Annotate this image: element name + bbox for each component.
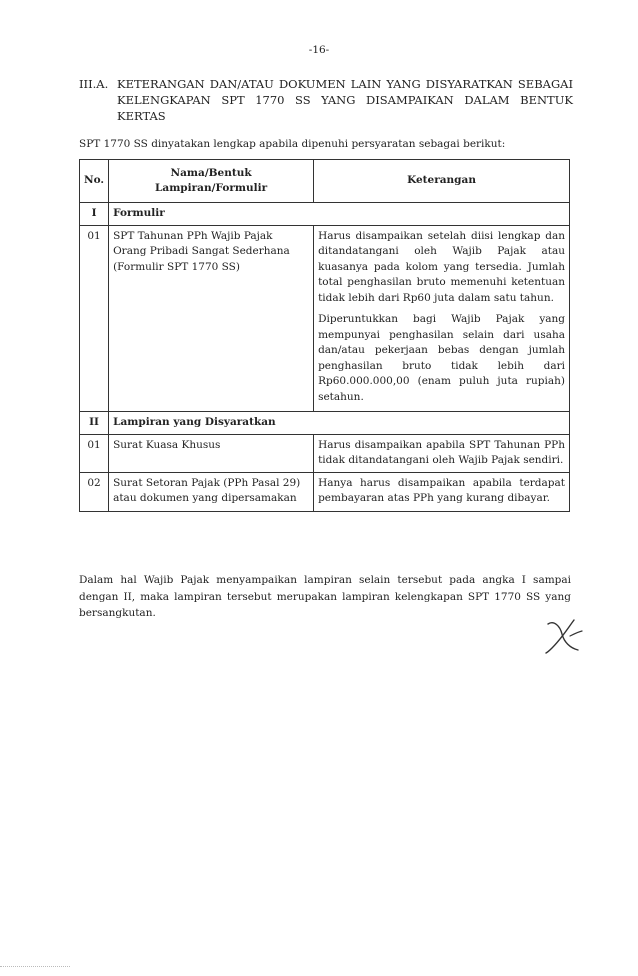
requirements-table: [79, 159, 570, 512]
footer-divider: [0, 966, 70, 968]
section-numeral: II: [80, 412, 109, 435]
table-header-row: [80, 160, 570, 203]
row-no: 01: [80, 225, 109, 412]
intro-text: SPT 1770 SS dinyatakan lengkap apabila dipenuhi persyaratan sebagai berikut:: [79, 138, 506, 150]
row-desc: [314, 434, 570, 472]
section-title-cell: Lampiran yang Disyaratkan: [109, 412, 570, 435]
row-desc: [314, 225, 570, 412]
table-row: [80, 434, 570, 472]
header-no: No.: [80, 160, 109, 203]
row-desc-paragraph: Harus disampaikan apabila SPT Tahunan PPh tidak ditandatangani oleh Wajib Pajak sendiri.: [318, 438, 565, 466]
header-name-line1: Nama/Bentuk: [170, 166, 252, 179]
section-row: [80, 203, 570, 226]
row-desc-paragraph: Hanya harus disampaikan apabila terdapat pembayaran atas PPh yang kurang dibayar.: [318, 476, 565, 504]
header-name: [109, 160, 314, 203]
row-no: 01: [80, 434, 109, 472]
header-desc: Keterangan: [314, 160, 570, 203]
row-name: Surat Setoran Pajak (PPh Pasal 29) atau dokumen yang dipersamakan: [109, 472, 314, 511]
row-name: Surat Kuasa Khusus: [109, 434, 314, 472]
section-numeral: I: [80, 203, 109, 226]
section-row: [80, 412, 570, 435]
page-number: -16-: [308, 44, 330, 56]
row-desc-paragraph: Diperuntukkan bagi Wajib Pajak yang mempunyai penghasilan selain dari usaha dan/atau pekerjaan bebas dengan jumlah penghasilan bruto tidak lebih dari Rp60.000.000,00 (enam puluh juta rupiah) setahun.: [318, 313, 565, 403]
row-name: SPT Tahunan PPh Wajib Pajak Orang Pribadi Sangat Sederhana (Formulir SPT 1770 SS): [109, 225, 314, 412]
section-title-cell: Formulir: [109, 203, 570, 226]
table-row: [80, 225, 570, 412]
section-title: KETERANGAN DAN/ATAU DOKUMEN LAIN YANG DISYARATKAN SEBAGAI KELENGKAPAN SPT 1770 SS YANG DISAMPAIKAN DALAM BENTUK KERTAS: [117, 77, 573, 123]
row-no: 02: [80, 472, 109, 511]
section-number: III.A.: [79, 77, 109, 91]
signature-initial: [540, 612, 586, 660]
table-row: [80, 472, 570, 511]
row-desc-paragraph: Harus disampaikan setelah diisi lengkap dan ditandatangani oleh Wajib Pajak atau kuasanya pada kolom yang tersedia. Jumlah total penghasilan bruto memenuhi ketentuan tidak lebih dari Rp60 juta dalam satu tahun.: [318, 229, 565, 304]
section-heading: [79, 76, 573, 124]
row-desc: [314, 472, 570, 511]
header-name-line2: Lampiran/Formulir: [155, 182, 268, 194]
closing-paragraph: Dalam hal Wajib Pajak menyampaikan lampiran selain tersebut pada angka I sampai dengan II, maka lampiran tersebut merupakan lampiran kelengkapan SPT 1770 SS yang bersangkutan.: [79, 574, 571, 619]
